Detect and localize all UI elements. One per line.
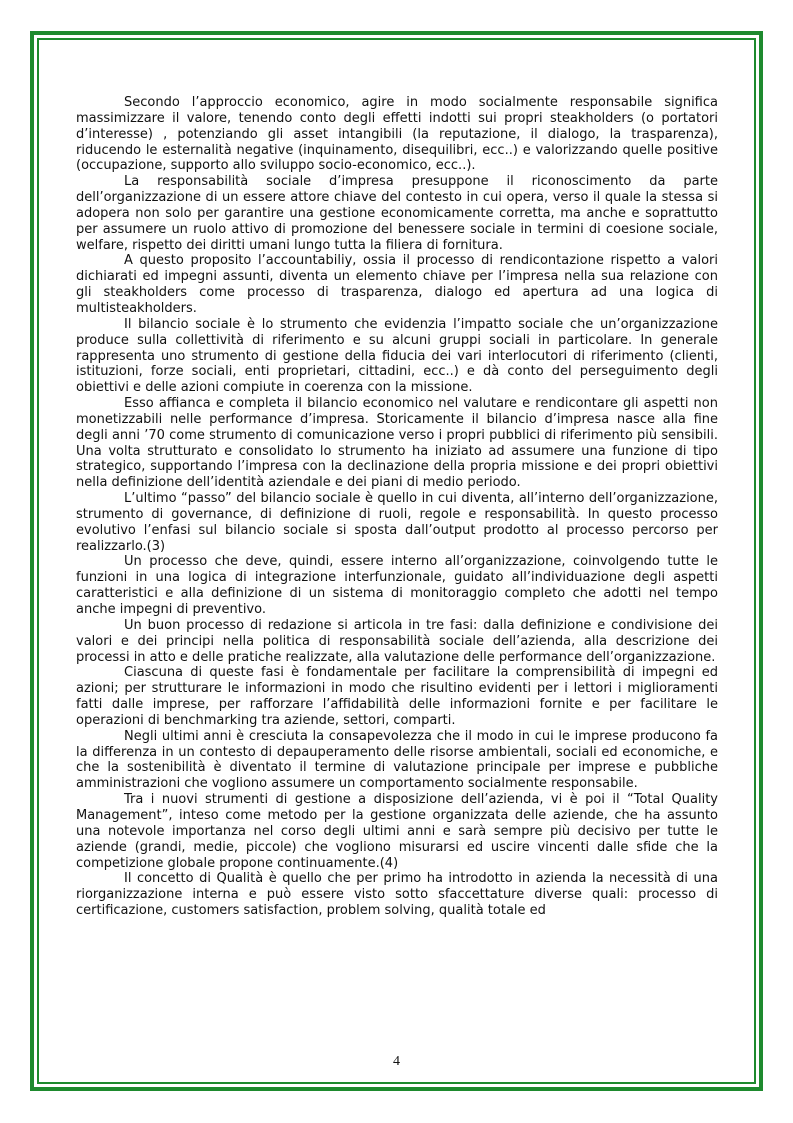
paragraph: Negli ultimi anni è cresciuta la consapevolezza che il modo in cui le imprese producono fa la differenza in un contesto di depauperamento delle risorse ambientali, sociali ed economiche, e che la sostenibilità è diventato il termine di valutazione principale per imprese e pubbliche amministrazioni che vogliono assumere un comportamento socialmente responsabile. (76, 728, 718, 792)
paragraph: Ciascuna di queste fasi è fondamentale per facilitare la comprensibilità di impegni ed azioni; per strutturare le informazioni in modo che risultino evidenti per i lettori i miglioramenti fatti dalle imprese, per rafforzare l’affidabilità delle informazioni fornite e per facilitare le operazioni di benchmarking tra aziende, settori, comparti. (76, 665, 718, 728)
paragraph: L’ultimo “passo” del bilancio sociale è quello in cui diventa, all’interno dell’organizzazione, strumento di governance, di definizione di ruoli, regole e responsabilità. In questo processo evolutivo l’enfasi sul bilancio sociale si sposta dall’output prodotto al processo percorso per realizzarlo.(3) (76, 491, 718, 554)
paragraph: Il bilancio sociale è lo strumento che evidenzia l’impatto sociale che un’organizzazione produce sulla collettività di riferimento e su alcuni gruppi sociali in particolare. In generale rappresenta uno strumento di gestione della fiducia dei vari interlocutori di riferimento (clienti, istituzioni, forze sociali, enti proprietari, cittadini, ecc..) e dà conto del perseguimento degli obiettivi e delle azioni compiute in coerenza con la missione. (76, 316, 718, 396)
paragraph: Un buon processo di redazione si articola in tre fasi: dalla definizione e condivisione dei valori e dei principi nella politica di responsabilità sociale dell’azienda, alla descrizione dei processi in atto e delle pratiche realizzate, alla valutazione delle performance dell’organizzazione. (76, 617, 718, 665)
paragraph: Secondo l’approccio economico, agire in modo socialmente responsabile significa massimizzare il valore, tenendo conto degli effetti indotti sui propri steakholders (o portatori d’interesse) , potenziando gli asset intangibili (la reputazione, il dialogo, la trasparenza), riducendo le esternalità negative (inquinamento, disequilibri, ecc..) e valorizzando quelle positive (occupazione, supporto allo sviluppo socio-economico, ecc..). (76, 95, 718, 174)
paragraph: A questo proposito l’accountabiliy, ossia il processo di rendicontazione rispetto a valori dichiarati ed impegni assunti, diventa un elemento chiave per l’impresa nella sua relazione con gli steakholders come processo di trasparenza, dialogo ed apertura ad una logica di multisteakholders. (76, 253, 718, 316)
paragraph: Un processo che deve, quindi, essere interno all’organizzazione, coinvolgendo tutte le funzioni in una logica di integrazione interfunzionale, guidato all’individuazione degli aspetti caratteristici e alla definizione di un sistema di monitoraggio completo che adotti nel tempo anche impegni di preventivo. (76, 554, 718, 617)
paragraph: Esso affianca e completa il bilancio economico nel valutare e rendicontare gli aspetti non monetizzabili nelle performance d’impresa. Storicamente il bilancio d’impresa nasce alla fine degli anni ’70 come strumento di comunicazione verso i propri pubblici di riferimento più sensibili. Una volta strutturato e consolidato lo strumento ha iniziato ad assumere una funzione di tipo strategico, supportando l’impresa con la declinazione della propria missione e dei propri obiettivi nella definizione dell’identità aziendale e dei piani di medio periodo. (76, 396, 718, 491)
page-number: 4 (393, 1054, 400, 1069)
body-text (76, 95, 718, 919)
paragraph: Il concetto di Qualità è quello che per primo ha introdotto in azienda la necessità di una riorganizzazione interna e può essere visto sotto sfaccettature diverse quali: processo di certificazione, customers satisfaction, problem solving, qualità totale ed (76, 871, 718, 919)
paragraph: Tra i nuovi strumenti di gestione a disposizione dell’azienda, vi è poi il “Total Quality Management”, inteso come metodo per la gestione organizzata delle aziende, che ha assunto una notevole importanza nel corso degli ultimi anni e sarà sempre più decisivo per tutte le aziende (grandi, medie, piccole) che vogliono misurarsi ed uscire vincenti dalle sfide che la competizione globale propone continuamente.(4) (76, 792, 718, 871)
paragraph: La responsabilità sociale d’impresa presuppone il riconoscimento da parte dell’organizzazione di un essere attore chiave del contesto in cui opera, verso il quale la stessa si adopera non solo per garantire una gestione economicamente corretta, ma anche e soprattutto per assumere un ruolo attivo di promozione del benessere sociale in termini di coesione sociale, welfare, rispetto dei diritti umani lungo tutta la filiera di fornitura. (76, 174, 718, 253)
